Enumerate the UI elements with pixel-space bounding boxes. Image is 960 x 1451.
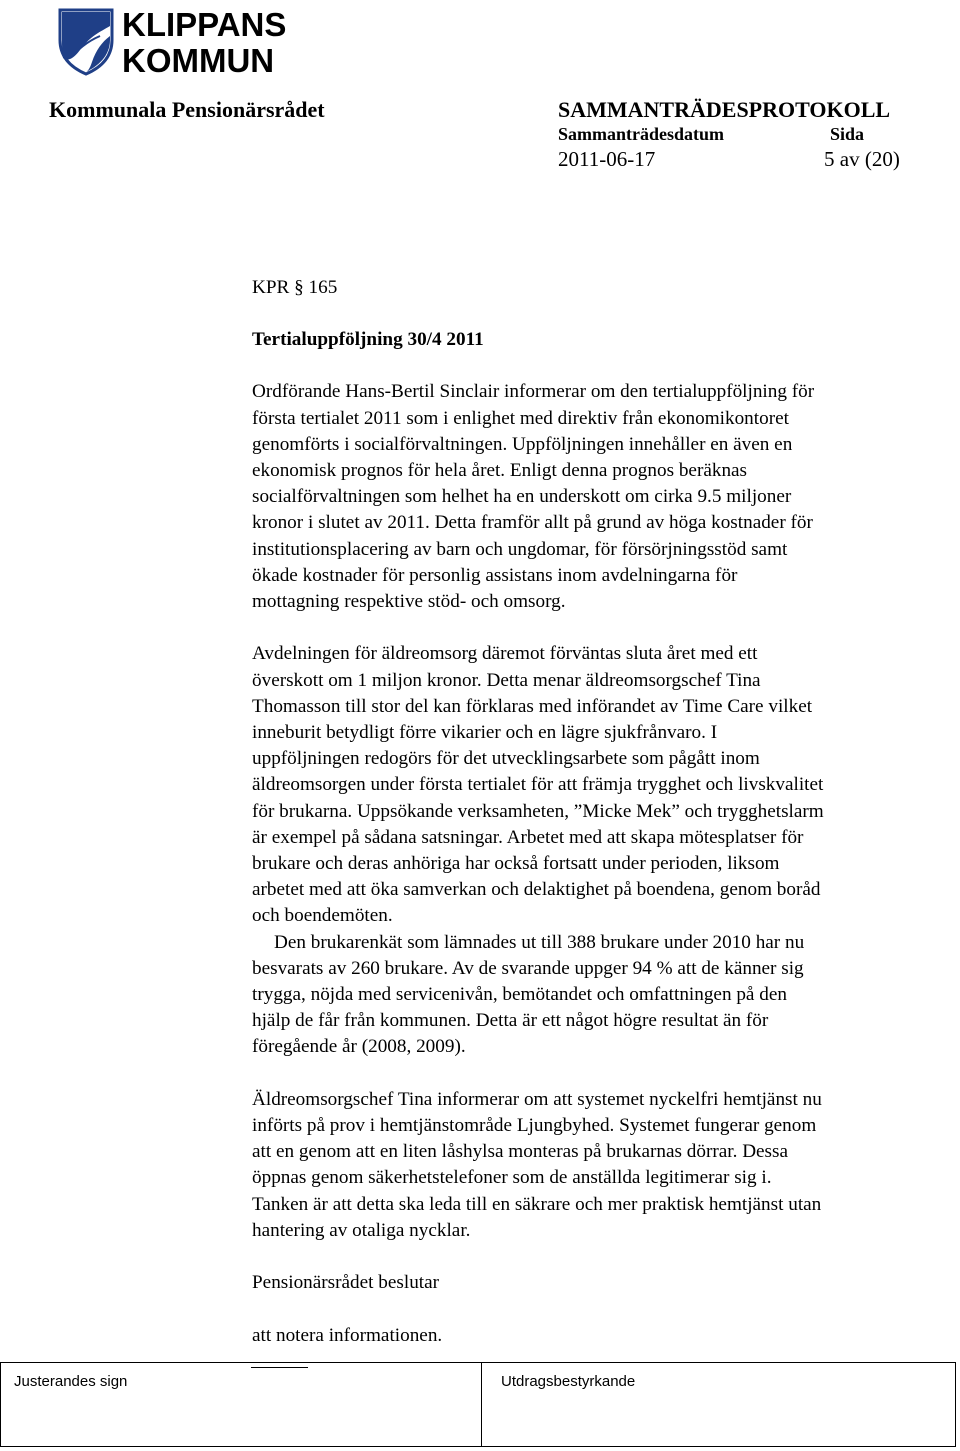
- paragraph-line: äldreomsorgen under första tertialet för att främja trygghet och livskvalitet: [252, 774, 824, 796]
- paragraph-line: Thomasson till stor del kan förklaras med införandet av Time Care vilket: [252, 695, 813, 717]
- paragraph-line: hjälp de får från kommunen. Detta är ett något högre resultat än för: [252, 1010, 769, 1032]
- paragraph-line: är exempel på sådana satsningar. Arbetet med att skapa mötesplatser för: [252, 826, 804, 848]
- paragraph-line: trygga, nöjda med servicenivån, bemötandet och omfattningen på den: [252, 984, 787, 1006]
- signature-footer: [0, 1362, 956, 1447]
- organization-name: Kommunala Pensionärsrådet: [49, 97, 325, 122]
- paragraph-line: ekonomisk prognos för hela året. Enligt denna prognos beräknas: [252, 460, 748, 481]
- paragraph-line: arbetet med att öka samverkan och delaktighet på boendena, genom boråd: [252, 879, 821, 901]
- municipality-logo: [56, 6, 316, 80]
- paragraph-elderly-care: [252, 641, 942, 929]
- paragraph-line: och boendemöten.: [252, 905, 393, 927]
- paragraph-line: genomförts i socialförvaltningen. Uppföljningen innehåller en även en: [252, 433, 793, 455]
- paragraph-keyless-homecare: [252, 1087, 942, 1244]
- decision-intro: Pensionärsrådet beslutar: [252, 1272, 440, 1294]
- paragraph-line: besvarats av 260 brukare. Av de svarande uppger 94 % att de känner sig: [252, 957, 804, 979]
- paragraph-line: socialförvaltningen som helhet ha en underskott om cirka 9.5 miljoner: [252, 486, 792, 508]
- paragraph-line: hantering av otaliga nycklar.: [252, 1219, 471, 1241]
- paragraph-line: Avdelningen för äldreomsorg däremot förväntas sluta året med ett: [252, 643, 758, 665]
- coat-of-arms-icon: [56, 6, 116, 76]
- page-label: Sida: [830, 124, 865, 144]
- paragraph-line: Äldreomsorgschef Tina informerar om att systemet nyckelfri hemtjänst nu: [252, 1088, 822, 1110]
- paragraph-user-survey: [252, 930, 942, 1061]
- paragraph-line: institutionsplacering av barn och ungdomar, för försörjningsstöd samt: [252, 538, 788, 560]
- paragraph-line: Tanken är att detta ska leda till en säkrare och mer praktisk hemtjänst utan: [252, 1193, 822, 1215]
- paragraph-line: införts på prov i hemtjänstområde Ljungbyhed. Systemet fungerar genom: [252, 1115, 817, 1137]
- section-id: KPR § 165: [252, 277, 338, 298]
- paragraph-line: brukare och deras anhöriga har också fortsatt under perioden, liksom: [252, 853, 780, 875]
- section-title: Tertialuppföljning 30/4 2011: [252, 329, 484, 350]
- paragraph-line: att en genom att en liten låshylsa monteras på brukarnas dörrar. Dessa: [252, 1141, 789, 1163]
- meeting-date-value: 2011-06-17: [558, 147, 656, 171]
- logo-text-line2: KOMMUN: [122, 42, 275, 79]
- document-body: [252, 275, 942, 1349]
- paragraph-line: kronor i slutet av 2011. Detta framför allt på grund av höga kostnader för: [252, 512, 813, 534]
- paragraph-budget-forecast: [252, 379, 942, 615]
- paragraph-line: för brukarna. Uppsökande verksamheten, ”Micke Mek” och trygghetslarm: [252, 800, 824, 822]
- paragraph-line: första tertialet 2011 som i enlighet med direktiv från ekonomikontoret: [252, 407, 789, 429]
- paragraph-line: ökade kostnader för personlig assistans inom avdelningarna för: [252, 564, 738, 586]
- decision-text: att notera informationen.: [252, 1324, 443, 1346]
- paragraph-line: överskott om 1 miljon kronor. Detta menar äldreomsorgschef Tina: [252, 669, 761, 691]
- paragraph-line: föregående år (2008, 2009).: [252, 1036, 466, 1058]
- paragraph-line: inneburit betydligt förre vikarier och en lägre sjukfrånvaro. I: [252, 722, 718, 744]
- page-number-value: 5 av (20): [824, 147, 900, 171]
- paragraph-line: mottagning respektive stöd- och omsorg.: [252, 591, 566, 613]
- document-type: SAMMANTRÄDESPROTOKOLL: [558, 97, 891, 122]
- paragraph-line: uppföljningen redogörs för det utvecklingsarbete som pågått inom: [252, 748, 760, 770]
- meeting-date-label: Sammanträdesdatum: [558, 124, 725, 144]
- paragraph-line: öppnas genom säkerhetstelefoner som de anställda legitimerar sig i.: [252, 1167, 772, 1189]
- adjuster-signature-label: Justerandes sign: [14, 1373, 128, 1390]
- logo-text-line1: KLIPPANS: [122, 6, 287, 43]
- extract-certification-label: Utdragsbestyrkande: [501, 1373, 636, 1390]
- paragraph-line: Den brukarenkät som lämnades ut till 388 brukare under 2010 har nu: [274, 931, 805, 953]
- paragraph-line: Ordförande Hans-Bertil Sinclair informerar om den tertialuppföljning för: [252, 381, 815, 403]
- footer-divider: [481, 1363, 482, 1446]
